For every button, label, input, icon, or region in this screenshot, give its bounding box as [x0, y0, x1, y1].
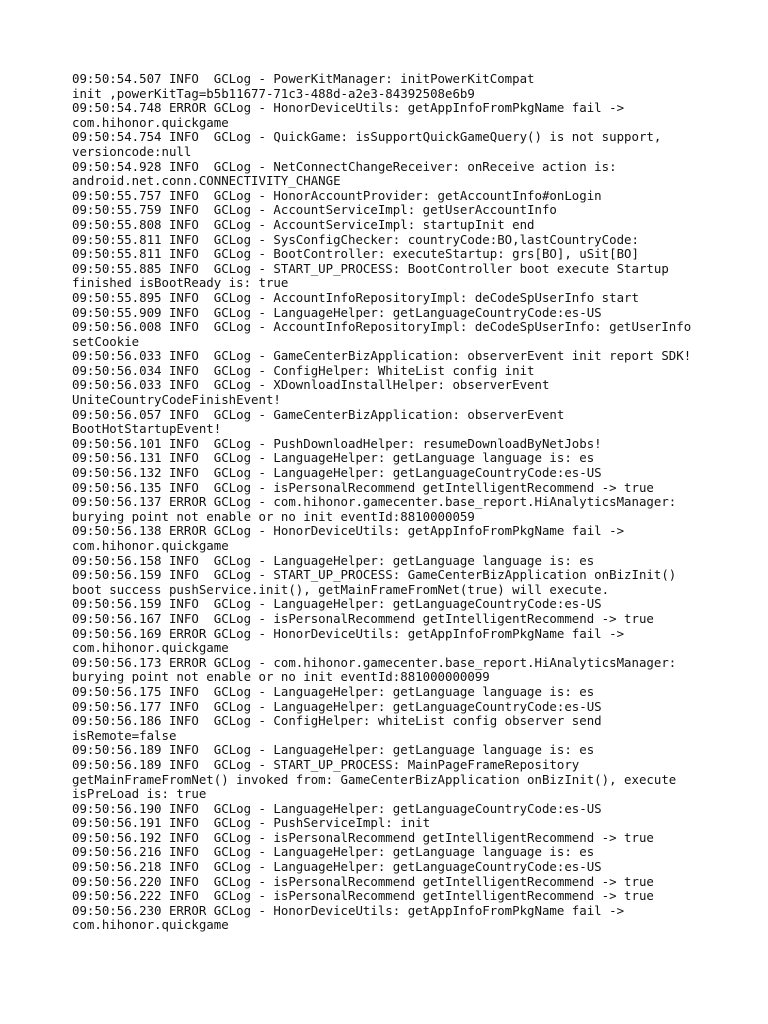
- log-line: boot success pushService.init(), getMainFrameFromNet(true) will execute.: [72, 581, 610, 597]
- log-line: 09:50:56.131 INFO GCLog - LanguageHelper: getLanguage language is: es: [72, 450, 595, 466]
- log-lines: [72, 72, 712, 933]
- log-line: 09:50:56.190 INFO GCLog - LanguageHelper: getLanguageCountryCode:es-US: [72, 800, 602, 816]
- log-line: 09:50:56.138 ERROR GCLog - HonorDeviceUtils: getAppInfoFromPkgName fail ->: [72, 523, 625, 539]
- log-line: 09:50:56.218 INFO GCLog - LanguageHelper: getLanguageCountryCode:es-US: [72, 859, 602, 875]
- log-line: 09:50:56.008 INFO GCLog - AccountInfoRepositoryImpl: deCodeSpUserInfo: getUserInfo: [72, 319, 692, 335]
- log-line: 09:50:54.507 INFO GCLog - PowerKitManager: initPowerKitCompat: [72, 71, 535, 86]
- log-line: 09:50:55.895 INFO GCLog - AccountInfoRepositoryImpl: deCodeSpUserInfo start: [72, 289, 639, 305]
- log-line: 09:50:56.191 INFO GCLog - PushServiceImpl: init: [72, 815, 431, 831]
- log-line: init ,powerKitTag=b5b11677-71c3-488d-a2e3-84392508e6b9: [72, 85, 475, 101]
- log-line: isRemote=false: [72, 727, 177, 743]
- log-line: setCookie: [72, 333, 140, 349]
- log-line: 09:50:56.033 INFO GCLog - XDownloadInstallHelper: observerEvent: [72, 377, 550, 393]
- log-line: 09:50:56.034 INFO GCLog - ConfigHelper: WhiteList config init: [72, 362, 535, 378]
- log-line: com.hihonor.quickgame: [72, 538, 229, 553]
- log-line: burying point not enable or no init eventId:881000000099: [72, 669, 490, 685]
- log-line: 09:50:56.220 INFO GCLog - isPersonalRecommend getIntelligentRecommend -> true: [72, 873, 654, 889]
- log-line: 09:50:56.132 INFO GCLog - LanguageHelper: getLanguageCountryCode:es-US: [72, 465, 602, 481]
- log-line: burying point not enable or no init eventId:8810000059: [72, 508, 475, 524]
- log-line: 09:50:56.189 INFO GCLog - LanguageHelper: getLanguage language is: es: [72, 742, 595, 758]
- log-line: 09:50:56.101 INFO GCLog - PushDownloadHelper: resumeDownloadByNetJobs!: [72, 435, 602, 451]
- log-line: 09:50:56.177 INFO GCLog - LanguageHelper: getLanguageCountryCode:es-US: [72, 698, 602, 714]
- log-line: com.hihonor.quickgame: [72, 917, 229, 933]
- log-line: 09:50:56.173 ERROR GCLog - com.hihonor.gamecenter.base_report.HiAnalyticsManager:: [72, 654, 677, 670]
- log-line: 09:50:55.759 INFO GCLog - AccountServiceImpl: getUserAccountInfo: [72, 202, 557, 218]
- log-line: com.hihonor.quickgame: [72, 114, 229, 130]
- log-line: finished isBootReady is: true: [72, 275, 289, 291]
- log-line: 09:50:56.222 INFO GCLog - isPersonalRecommend getIntelligentRecommend -> true: [72, 888, 654, 904]
- log-line: 09:50:56.137 ERROR GCLog - com.hihonor.gamecenter.base_report.HiAnalyticsManager:: [72, 494, 677, 510]
- log-line: 09:50:55.909 INFO GCLog - LanguageHelper: getLanguageCountryCode:es-US: [72, 304, 602, 320]
- log-line: android.net.conn.CONNECTIVITY_CHANGE: [72, 173, 341, 189]
- log-document: [72, 72, 712, 933]
- log-line: 09:50:54.928 INFO GCLog - NetConnectChangeReceiver: onReceive action is:: [72, 158, 617, 174]
- log-line: isPreLoad is: true: [72, 786, 207, 802]
- log-line: com.hihonor.quickgame: [72, 640, 229, 656]
- log-line: 09:50:56.216 INFO GCLog - LanguageHelper: getLanguage language is: es: [72, 844, 595, 860]
- log-line: 09:50:55.757 INFO GCLog - HonorAccountProvider: getAccountInfo#onLogin: [72, 187, 602, 203]
- log-line: 09:50:56.159 INFO GCLog - START_UP_PROCESS: GameCenterBizApplication onBizInit(): [72, 567, 677, 583]
- log-line: 09:50:56.169 ERROR GCLog - HonorDeviceUtils: getAppInfoFromPkgName fail ->: [72, 625, 625, 641]
- log-line: 09:50:56.230 ERROR GCLog - HonorDeviceUtils: getAppInfoFromPkgName fail ->: [72, 902, 625, 918]
- log-line: 09:50:56.189 INFO GCLog - START_UP_PROCESS: MainPageFrameRepository: [72, 756, 580, 772]
- log-line: 09:50:56.175 INFO GCLog - LanguageHelper: getLanguage language is: es: [72, 683, 595, 699]
- log-line: 09:50:55.811 INFO GCLog - BootController: executeStartup: grs[BO], uSit[BO]: [72, 246, 639, 262]
- log-line: 09:50:54.748 ERROR GCLog - HonorDeviceUtils: getAppInfoFromPkgName fail ->: [72, 100, 625, 116]
- log-line: 09:50:56.135 INFO GCLog - isPersonalRecommend getIntelligentRecommend -> true: [72, 479, 654, 495]
- log-line: 09:50:55.811 INFO GCLog - SysConfigChecker: countryCode:BO,lastCountryCode:: [72, 231, 639, 247]
- log-line: versioncode:null: [72, 143, 192, 159]
- log-line: 09:50:55.885 INFO GCLog - START_UP_PROCESS: BootController boot execute Startup: [72, 260, 669, 276]
- log-line: getMainFrameFromNet() invoked from: GameCenterBizApplication onBizInit(), execute: [72, 771, 677, 787]
- log-line: 09:50:56.186 INFO GCLog - ConfigHelper: whiteList config observer send: [72, 713, 602, 729]
- log-line: 09:50:55.808 INFO GCLog - AccountServiceImpl: startupInit end: [72, 216, 535, 232]
- log-line: 09:50:56.167 INFO GCLog - isPersonalRecommend getIntelligentRecommend -> true: [72, 610, 654, 626]
- log-line: 09:50:56.192 INFO GCLog - isPersonalRecommend getIntelligentRecommend -> true: [72, 829, 654, 845]
- log-line: UniteCountryCodeFinishEvent!: [72, 392, 281, 408]
- log-line: 09:50:56.158 INFO GCLog - LanguageHelper: getLanguage language is: es: [72, 552, 595, 568]
- log-line: 09:50:56.033 INFO GCLog - GameCenterBizApplication: observerEvent init report SDK!: [72, 348, 692, 364]
- log-line: 09:50:56.159 INFO GCLog - LanguageHelper: getLanguageCountryCode:es-US: [72, 596, 602, 612]
- log-line: 09:50:54.754 INFO GCLog - QuickGame: isSupportQuickGameQuery() is not support,: [72, 129, 662, 145]
- log-line: 09:50:56.057 INFO GCLog - GameCenterBizApplication: observerEvent: [72, 406, 565, 422]
- log-line: BootHotStartupEvent!: [72, 421, 222, 437]
